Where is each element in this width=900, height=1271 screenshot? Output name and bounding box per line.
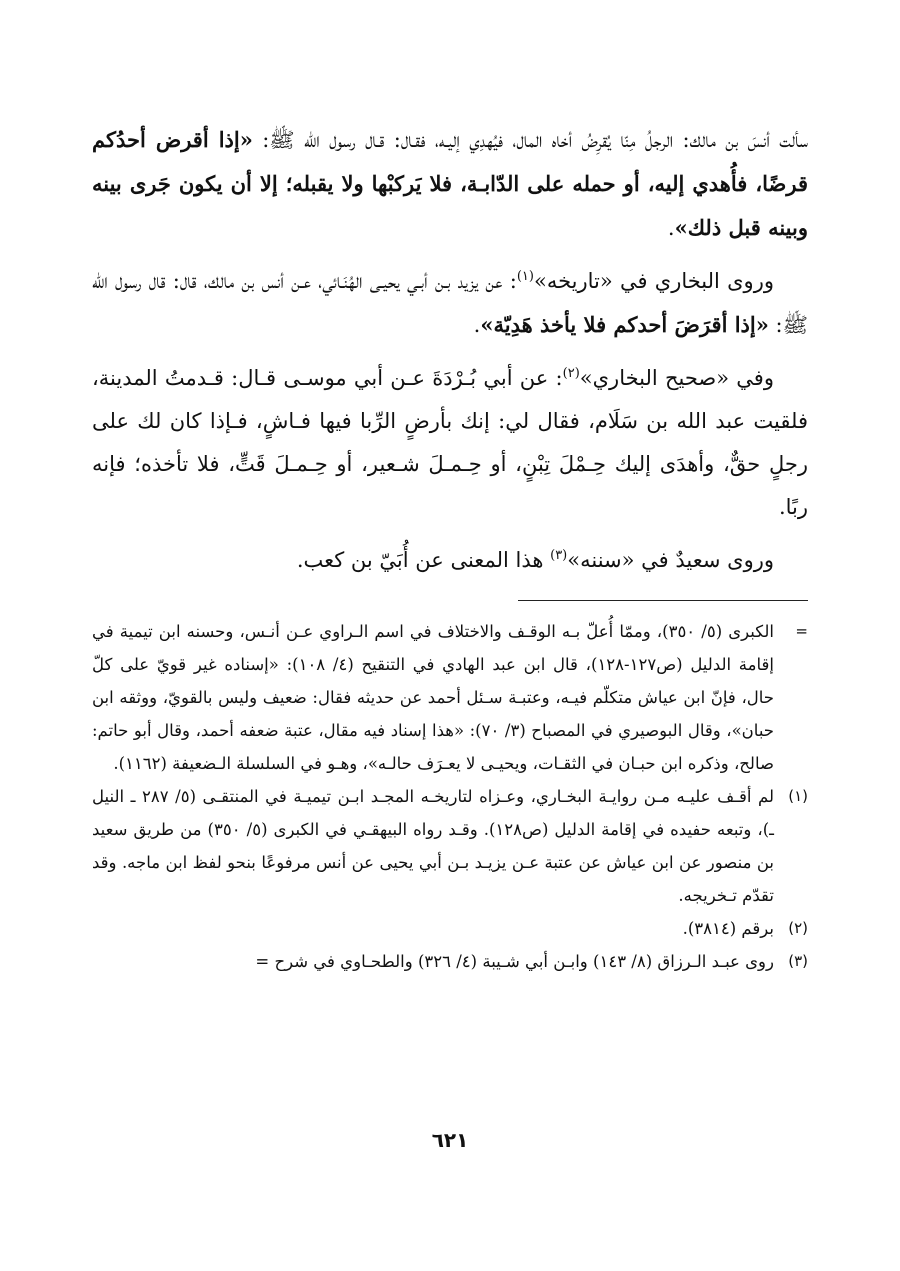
paragraph-2-text: وروى البخاري في «تاريخه» bbox=[533, 269, 774, 293]
footnote-text: برقم (٣٨١٤). bbox=[682, 919, 774, 938]
page-number: ٦٢١ bbox=[431, 1128, 469, 1152]
hadith-quote-1: «إذا أقرض أحدُكم قرضًا، فأُهدي إليه، أو حمله على الدّابـة، فلا يَركبْها ولا يقبله؛ إلا أن يكون جَرى بينه وبينه قبل ذلك» bbox=[92, 127, 808, 240]
footnotes bbox=[92, 615, 808, 978]
footnote-marker: (١) bbox=[788, 787, 808, 805]
hadith-quote-2: «إذا أقرَضَ أحدكم فلا يأخذ هَدِيّة» bbox=[480, 312, 769, 337]
paragraph-2-end: . bbox=[473, 313, 481, 337]
footnote-ref-3[interactable]: (٣) bbox=[550, 548, 568, 563]
paragraph-4 bbox=[92, 539, 808, 582]
page-content bbox=[92, 118, 808, 1271]
paragraph-4-body: هذا المعنى عن أُبَيّ بن كعب. bbox=[296, 548, 551, 572]
footnote-3 bbox=[92, 945, 808, 978]
footnote-marker: (٣) bbox=[788, 952, 808, 970]
paragraph-1 bbox=[92, 118, 808, 250]
paragraph-3-body: : عن أبي بُـرْدَةَ عـن أبي موسـى قـال: قـدمتُ المدينة، فلقيت عبد الله بن سَلَام، فقال لي: إنك بأرضٍ الرِّبا فيها فـاشٍ، فـإذا كان لك على رجلٍ حقٌّ، وأهدَى إليك حِـمْلَ تِبْنٍ، أو حِـمـلَ شـعير، أو حِـمـلَ قَتٍّ، فلا تأخذه؛ فإنه ربًا. bbox=[92, 366, 808, 519]
footnote-ref-2[interactable]: (٢) bbox=[562, 366, 580, 381]
footnote-1 bbox=[92, 780, 808, 912]
main-text bbox=[92, 118, 808, 582]
paragraph-2-body: : عن يزيد بـن أبـي يحيـى الهُنَـائي، عـن أنس بن مالك، قال: قال رسول الله ﷺ: bbox=[92, 269, 808, 337]
footnote-marker: = bbox=[795, 622, 808, 640]
footnote-divider bbox=[518, 600, 808, 601]
paragraph-4-text: وروى سعيدٌ في «سننه» bbox=[567, 548, 774, 572]
footnote-ref-1[interactable]: (١) bbox=[516, 269, 534, 284]
footnote-continuation bbox=[92, 615, 808, 780]
paragraph-3 bbox=[92, 357, 808, 529]
footnote-text: الكبرى (٥/ ٣٥٠)، وممّا أُعلّ بـه الوقـف والاختلاف في اسم الـراوي عـن أنـس، وحسنه ابن تيمية في إقامة الدليل (ص١٢٧-١٢٨)، قال ابن عبد الهادي في التنقيح (٤/ ١٠٨): «إسناده غير قويّ على كلّ حال، فإنّ ابن عياش متكلّم فيـه، وعتبـة سـئل أحمد عن حديثه فقال: ضعيف وليس بالقويّ، ووثقه ابن حبان»، وقال البوصيري في المصباح (٣/ ٧٠): «هذا إسناد فيه مقال، عتبة ضعفه أحمد، وقال أبو حاتم: صالح، وذكره ابن حبـان في الثقـات، ويحيـى لا يعـرَف حالـه»، وهـو في السلسلة الـضعيفة (١١٦٢). bbox=[92, 622, 774, 773]
paragraph-2 bbox=[92, 260, 808, 347]
footnote-2 bbox=[92, 912, 808, 945]
paragraph-1-end: . bbox=[667, 216, 675, 240]
paragraph-1-text: سألت أنسَ بن مالك: الرجلُ مِنّا يُقرِضُ أخاه المال، فيُهدِي إليـه، فقـال: قـال رسول الله ﷺ: bbox=[252, 128, 808, 152]
paragraph-3-text: وفي «صحيح البخاري» bbox=[579, 366, 774, 390]
footnote-marker: (٢) bbox=[788, 919, 808, 937]
footnote-text: لم أقـف عليـه مـن روايـة البخـاري، وعـزاه لتاريخـه المجـد ابـن تيميـة في المنتقـى (٥/ ٢٨٧ ـ النيل ـ)، وتبعه حفيده في إقامة الدليل (ص١٢٨). وقـد رواه البيهقـي في الكبرى (٥/ ٣٥٠) من طريق سعيد بن منصور عن ابن عياش عن عتبة عـن يزيـد بـن أبي يحيى عن أنس مرفوعًا بنحو لفظ ابن ماجه. وقد تقدّم تـخريجه. bbox=[92, 787, 775, 905]
footnote-text: روى عبـد الـرزاق (٨/ ١٤٣) وابـن أبي شـيبة (٤/ ٣٢٦) والطحـاوي في شرح = bbox=[255, 952, 774, 971]
